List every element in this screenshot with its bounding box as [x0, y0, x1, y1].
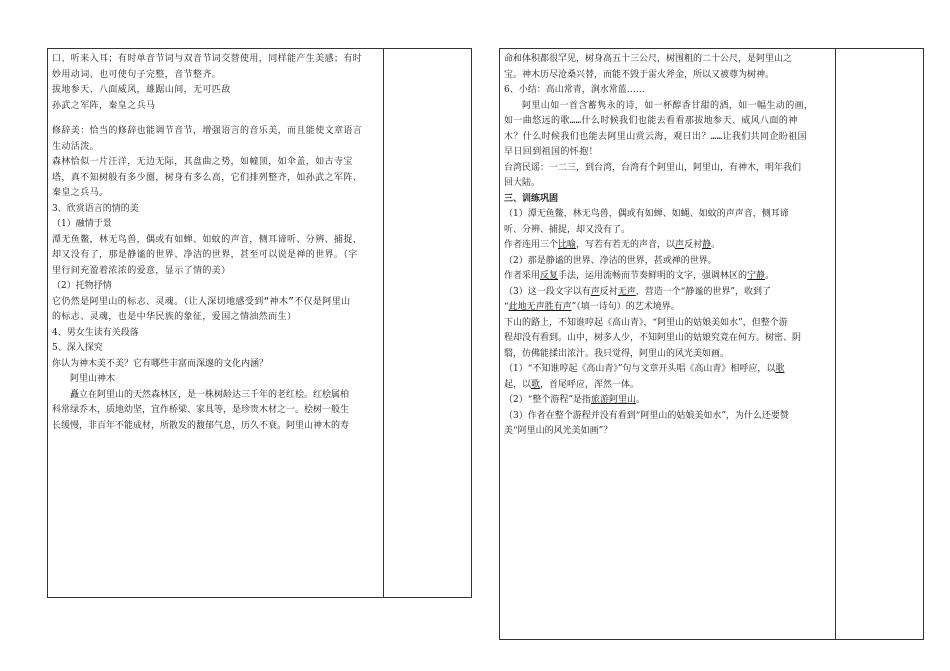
fill-blank-line: 起，以歌，首尾呼应，浑然一体。	[504, 378, 832, 394]
subsection-heading: （2）托物抒情	[52, 281, 112, 291]
text-line: 下山的路上，不知谁哼起《高山青》，“阿里山的姑娘美如水”，但整个游	[504, 317, 788, 328]
text-line: 科常绿乔木，质地幼坚，宜作桥梁、家具等，是珍贵木材之一。桧树一般生	[52, 405, 350, 415]
fill-blank-line: （1）“不知谁哼起《高山青》”句与文章开头唱《高山青》相呼应，以歌	[504, 362, 832, 378]
text-line: 秦皇之兵马。	[52, 188, 109, 198]
text-line: 妙用动词、也可使句子完整，音节整齐。	[52, 69, 222, 80]
text-line: 阿里山如一首含蓄隽永的诗，如一杯醇香甘甜的酒，如一幅生动的画，	[522, 100, 814, 111]
answer-blank: 歌	[531, 379, 541, 390]
text-line: 回大陆。	[504, 178, 541, 188]
text-line: 木？什么时候我们也能去阿里山赏云海，观日出？……让我们共同企盼祖国	[504, 131, 808, 142]
text-line: 命和体积都很罕见，树身高五十三公尺，树围粗的二十公尺，是阿里山之	[504, 54, 793, 64]
text-line: 台湾民谣：一二三，到台湾，台湾有个阿里山，阿里山，有神木，明年我们	[504, 162, 802, 173]
text-line: 森林恰似一片汪洋，无边无际，其盘曲之势，如幢顶，如伞盖，如古寺宝	[52, 157, 353, 167]
right-page-frame	[499, 48, 924, 640]
answer-blank: 宁静	[747, 271, 766, 281]
text-line: 长缓慢，非百年不能成材，所散发的馥郁气息，历久不衰。阿里山神木的寿	[52, 420, 350, 431]
subsection-heading: （1）融情于景	[52, 219, 112, 229]
text-line: （3）作者在整个游程并没有看到“阿里山的姑娘美如水”，为什么还要赞	[504, 410, 789, 421]
text-line: 生动活泼。	[52, 141, 100, 152]
text-line: （1）潭无鱼鳖，林无鸟兽，偶或有如蝉、如蝇、如蚊的声声音，侧耳谛	[504, 209, 789, 219]
text-line: 美“阿里山的风光美如画”？	[504, 426, 613, 436]
text-line: 潭无鱼鳖，林无鸟兽，偶或有如蝉、如蚊的声音，侧耳谛听、分辨、捕捉，	[52, 234, 363, 245]
text-line: 矗立在阿里山的天然森林区，是一株树龄达三千年的老红桧。红桧属柏	[70, 389, 350, 400]
text-line: 孙武之军阵，秦皇之兵马	[52, 100, 156, 111]
text-line: 却又没有了，那是静谧的世界、净洁的世界，甚至可以说是禅的世界。（字	[52, 250, 358, 260]
text-line: 翳，仿佛能揉出浓汁。我只觉得，阿里山的风光美如画。	[504, 348, 730, 359]
text-line: （2）那是静谧的世界、净洁的世界，甚或禅的世界。	[504, 255, 717, 266]
fill-blank-line: （3）这一段文字以有声反衬无声，营造一个“静谧的世界”，收到了	[504, 285, 832, 301]
text-line: 修辞美：恰当的修辞也能调节音节，增强语言的音乐美，而且能使文章语言	[52, 126, 363, 136]
text-line: 宝。神木历尽沧桑兴替，而能不毁于雷火斧金，所以又被尊为树神。	[504, 69, 775, 80]
section-heading: 三、训练巩固	[504, 193, 559, 204]
text-line: 早日回到祖国的怀抱！	[504, 147, 599, 157]
column-divider	[383, 49, 384, 597]
text-line: 的标志、灵魂，也是中华民族的象征，爱国之情油然而生）	[52, 312, 297, 322]
left-page-content	[52, 52, 380, 434]
section-heading: 4、男女生读有关段落	[52, 327, 139, 338]
answer-blank: 静	[702, 240, 712, 250]
answer-blank: 比喻	[558, 240, 577, 250]
section-heading: 5、深入探究	[52, 343, 103, 353]
text-line: 听、分辨、捕捉，却又没有了。	[504, 224, 631, 235]
text-line: 塔，真不知树般有多少圈，树身有多么高，它们排列整齐，如孙武之军阵、	[52, 172, 363, 183]
right-page-content	[504, 52, 832, 440]
text-line: 口、听来入耳；有时单音节词与双音节词交替使用，同样能产生美感；有时	[52, 54, 363, 64]
fill-blank-line: 作者连用三个比喻，写若有若无的声音，以声反衬静。	[504, 238, 832, 254]
left-page-frame	[47, 48, 472, 598]
text-line: 如一曲悠远的歌……什么时候我们也能去看看那拔地参天、威风八面的神	[504, 116, 798, 126]
answer-blank: 此地无声胜有声	[508, 302, 572, 312]
fill-blank-line: （2）“整个游程”是指旅游阿里山。	[504, 393, 832, 409]
column-divider	[835, 49, 836, 639]
passage-title: 阿里山神木	[70, 374, 116, 384]
text-line: 你认为神木美不美？它有哪些丰富而深邃的文化内涵？	[52, 358, 269, 369]
section-heading: 3、欣赏语言的情的美	[52, 203, 139, 214]
text-line: 里行间充盈着浓浓的爱意，显示了情的美）	[52, 265, 231, 276]
text-line: 它仍然是阿里山的标志、灵魂。（让人深切地感受到“神木”不仅是阿里山	[52, 296, 351, 307]
answer-blank: 反复	[540, 271, 559, 281]
answer-blank: 歌	[775, 364, 785, 374]
fill-blank-line: “此地无声胜有声”（填一诗句）的艺术境界。	[504, 300, 832, 316]
answer-blank: 声	[675, 240, 685, 250]
fill-blank-line: 作者采用反复手法，运用流畅而节奏鲜明的文字，强调林区的宁静。	[504, 269, 832, 285]
answer-blank: 无声	[617, 286, 636, 297]
answer-blank: 声	[590, 286, 600, 297]
text-line: 程却没有看到。山中，树多人少，不知阿里山的姑娘究竟在何方。树密、阴	[504, 333, 802, 343]
answer-blank: 旅游阿里山	[590, 395, 636, 405]
text-line: 拔地参天、八面威风，雄踞山间，无可匹敌	[52, 85, 231, 95]
section-heading: 6、小结：高山常青，涧水常蓝……	[504, 85, 645, 95]
